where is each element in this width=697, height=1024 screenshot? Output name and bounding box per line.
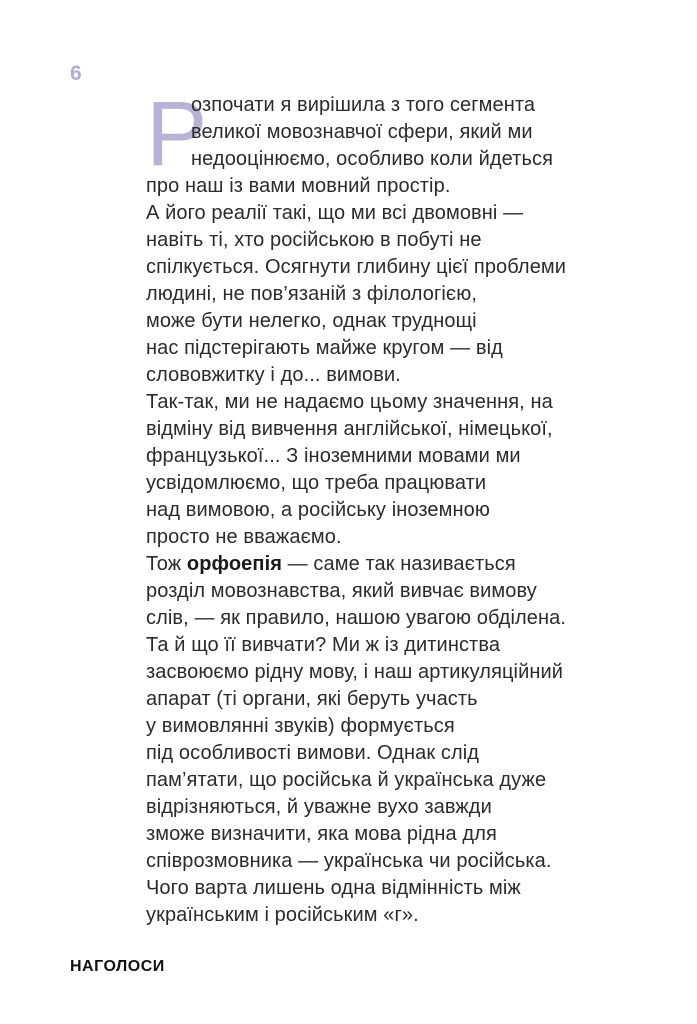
term-suffix: — саме так називається <box>282 553 516 575</box>
text-line: французької... З іноземними мовами ми <box>146 445 521 467</box>
text-line: усвідомлюємо, що треба працювати <box>146 472 487 494</box>
term-orthoepy: орфоепія <box>186 553 283 575</box>
text-line: над вимовою, а російську іноземною <box>146 499 490 521</box>
text-line: відрізняються, й уважне вухо завжди <box>146 796 492 818</box>
text-line: зможе визначити, яка мова рідна для <box>146 823 497 845</box>
text-line: А його реалії такі, що ми всі двомовні — <box>146 202 524 224</box>
text-line: великої мовознавчої сфери, який ми <box>191 121 533 143</box>
text-line: Так-так, ми не надаємо цьому значення, на <box>146 391 553 413</box>
term-prefix: Тож <box>146 553 187 575</box>
text-line: озпочати я вирішила з того сегмента <box>191 94 536 116</box>
text-line: слів, — як правило, нашою увагою обділена. <box>146 607 567 629</box>
text-line: нас підстерігають майже кругом — від <box>146 337 503 359</box>
text-line: українським і російським «г». <box>146 904 419 926</box>
section-label: НАГОЛОСИ <box>70 958 165 975</box>
body-text <box>146 92 666 929</box>
text-line: навіть ті, хто російською в побуті не <box>146 229 482 251</box>
text-line: під особливості вимови. Однак слід <box>146 742 480 764</box>
text-line: може бути нелегко, однак труднощі <box>146 310 477 332</box>
term-line <box>146 551 666 578</box>
drop-cap-letter: Р <box>146 83 208 185</box>
text-line: Та й що її вивчати? Ми ж із дитинства <box>146 634 501 656</box>
text-line: просто не вважаємо. <box>146 526 342 548</box>
text-line: відміну від вивчення англійської, німецької, <box>146 418 553 440</box>
page-number: 6 <box>70 62 82 85</box>
text-line: у вимовлянні звуків) формується <box>146 715 455 737</box>
text-line: про наш із вами мовний простір. <box>146 175 451 197</box>
text-line: Чого варта лишень одна відмінність між <box>146 877 521 899</box>
text-line: недооцінюємо, особливо коли йдеться <box>191 148 553 170</box>
text-line: розділ мовознавства, який вивчає вимову <box>146 580 537 602</box>
text-line: апарат (ті органи, які беруть участь <box>146 688 478 710</box>
text-line: слововжитку і до... вимови. <box>146 364 401 386</box>
text-line: людині, не пов’язаній з філологією, <box>146 283 477 305</box>
text-line: співрозмовника — українська чи російська. <box>146 850 552 872</box>
text-line: спілкується. Осягнути глибину цієї проблеми <box>146 256 567 278</box>
text-line: засвоюємо рідну мову, і наш артикуляційний <box>146 661 564 683</box>
text-line: пам’ятати, що російська й українська дуже <box>146 769 547 791</box>
